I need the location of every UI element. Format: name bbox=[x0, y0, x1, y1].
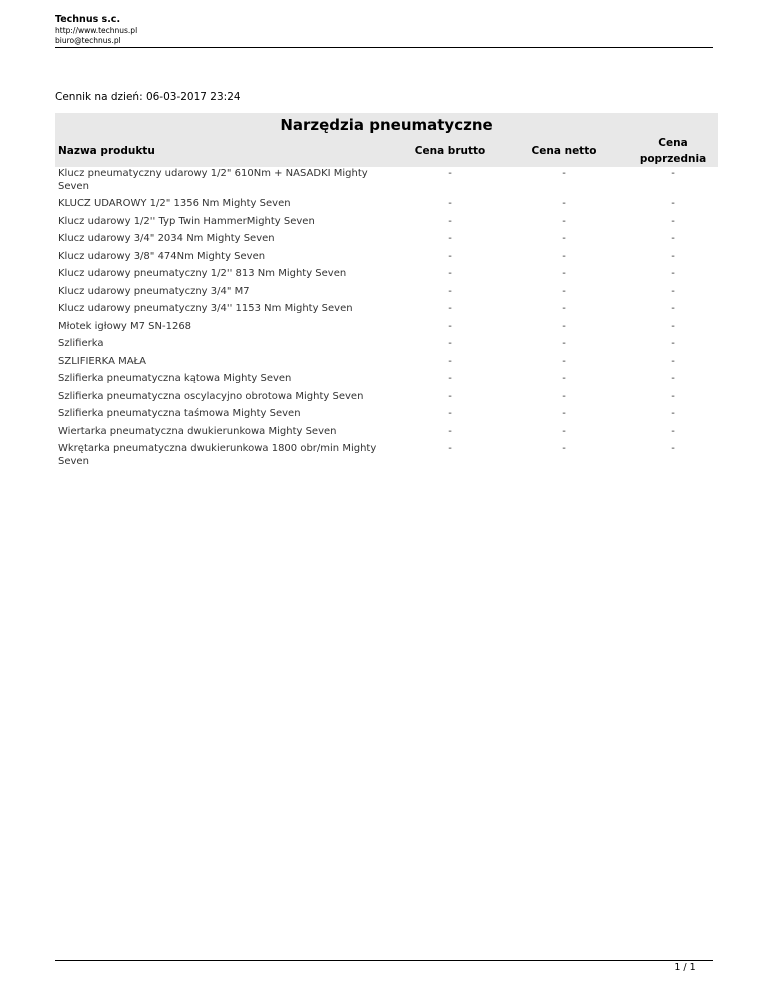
table-row bbox=[55, 267, 718, 285]
product-name: Szlifierka bbox=[58, 338, 104, 349]
price-netto: - bbox=[562, 233, 566, 244]
product-name: Klucz udarowy pneumatyczny 1/2'' 813 Nm Mighty Seven bbox=[58, 268, 347, 279]
price-previous: - bbox=[671, 320, 675, 332]
price-previous: - bbox=[671, 425, 675, 437]
price-previous: - bbox=[671, 303, 675, 314]
price-netto: - bbox=[562, 373, 566, 384]
price-list-date: Cennik na dzień: 06-03-2017 23:24 bbox=[55, 91, 241, 103]
product-name: Wiertarka pneumatyczna dwukierunkowa Mighty Seven bbox=[58, 425, 337, 437]
price-brutto: - bbox=[448, 443, 452, 454]
company-email: biuro@technus.pl bbox=[55, 36, 121, 45]
company-header bbox=[55, 14, 713, 46]
price-table-section bbox=[55, 113, 718, 472]
price-brutto: - bbox=[448, 355, 452, 367]
price-table-body bbox=[55, 167, 718, 472]
price-brutto: - bbox=[448, 408, 452, 419]
table-row bbox=[55, 285, 718, 303]
price-previous: - bbox=[671, 408, 675, 419]
price-previous: - bbox=[671, 390, 675, 402]
price-previous: - bbox=[671, 215, 675, 227]
price-previous: - bbox=[671, 443, 675, 454]
price-previous: - bbox=[671, 373, 675, 384]
product-name: Wkrętarka pneumatyczna dwukierunkowa 1800 obr/min Mighty Seven bbox=[58, 443, 377, 467]
table-row bbox=[55, 337, 718, 355]
price-netto: - bbox=[562, 355, 566, 367]
product-name: Szlifierka pneumatyczna taśmowa Mighty Seven bbox=[58, 408, 301, 419]
product-name: Klucz udarowy pneumatyczny 3/4'' 1153 Nm Mighty Seven bbox=[58, 303, 353, 314]
table-row bbox=[55, 302, 718, 320]
product-name: SZLIFIERKA MAŁA bbox=[58, 355, 147, 367]
table-row bbox=[55, 215, 718, 233]
price-table-header bbox=[55, 135, 718, 167]
product-name: Klucz pneumatyczny udarowy 1/2" 610Nm + NASADKI Mighty Seven bbox=[58, 168, 368, 192]
product-name: Szlifierka pneumatyczna oscylacyjno obrotowa Mighty Seven bbox=[58, 390, 364, 402]
table-row bbox=[55, 250, 718, 268]
price-brutto: - bbox=[448, 373, 452, 384]
product-name: Klucz udarowy 1/2'' Typ Twin HammerMighty Seven bbox=[58, 215, 315, 227]
footer-divider bbox=[55, 960, 713, 961]
table-row bbox=[55, 355, 718, 373]
table-row bbox=[55, 390, 718, 408]
price-netto: - bbox=[562, 425, 566, 437]
price-brutto: - bbox=[448, 215, 452, 227]
column-header-brutto: Cena brutto bbox=[400, 135, 500, 167]
product-name: KLUCZ UDAROWY 1/2" 1356 Nm Mighty Seven bbox=[58, 198, 291, 209]
table-row bbox=[55, 232, 718, 250]
price-previous: - bbox=[671, 285, 675, 297]
price-netto: - bbox=[562, 443, 566, 454]
price-brutto: - bbox=[448, 250, 452, 262]
column-header-netto: Cena netto bbox=[500, 135, 628, 167]
price-brutto: - bbox=[448, 233, 452, 244]
column-header-previous: Cena poprzednia bbox=[628, 135, 718, 167]
price-netto: - bbox=[562, 320, 566, 332]
price-netto: - bbox=[562, 390, 566, 402]
price-netto: - bbox=[562, 215, 566, 227]
product-name: Młotek igłowy M7 SN-1268 bbox=[58, 320, 192, 332]
company-name: Technus s.c. bbox=[55, 14, 121, 25]
price-netto: - bbox=[562, 198, 566, 209]
table-row bbox=[55, 407, 718, 425]
price-netto: - bbox=[562, 408, 566, 419]
price-netto: - bbox=[562, 285, 566, 297]
price-brutto: - bbox=[448, 285, 452, 297]
price-brutto: - bbox=[448, 320, 452, 332]
column-header-name: Nazwa produktu bbox=[55, 135, 400, 167]
price-netto: - bbox=[562, 338, 566, 349]
price-netto: - bbox=[562, 168, 566, 179]
product-name: Klucz udarowy pneumatyczny 3/4" M7 bbox=[58, 285, 250, 297]
table-row bbox=[55, 320, 718, 338]
price-previous: - bbox=[671, 168, 675, 179]
price-brutto: - bbox=[448, 338, 452, 349]
price-brutto: - bbox=[448, 425, 452, 437]
table-row bbox=[55, 442, 718, 472]
table-row bbox=[55, 425, 718, 443]
price-previous: - bbox=[671, 338, 675, 349]
price-brutto: - bbox=[448, 390, 452, 402]
product-name: Klucz udarowy 3/4" 2034 Nm Mighty Seven bbox=[58, 233, 275, 244]
price-previous: - bbox=[671, 268, 675, 279]
category-title: Narzędzia pneumatyczne bbox=[55, 113, 718, 135]
price-brutto: - bbox=[448, 168, 452, 179]
price-previous: - bbox=[671, 355, 675, 367]
price-previous: - bbox=[671, 198, 675, 209]
header-divider bbox=[55, 47, 713, 48]
price-previous: - bbox=[671, 250, 675, 262]
table-row bbox=[55, 197, 718, 215]
company-website: http://www.technus.pl bbox=[55, 26, 138, 35]
price-brutto: - bbox=[448, 268, 452, 279]
price-netto: - bbox=[562, 268, 566, 279]
price-table bbox=[55, 135, 718, 472]
page-number: 1 / 1 bbox=[674, 962, 696, 973]
price-netto: - bbox=[562, 303, 566, 314]
price-previous: - bbox=[671, 233, 675, 244]
price-netto: - bbox=[562, 250, 566, 262]
price-brutto: - bbox=[448, 303, 452, 314]
table-row bbox=[55, 372, 718, 390]
table-row bbox=[55, 167, 718, 197]
product-name: Klucz udarowy 3/8" 474Nm Mighty Seven bbox=[58, 250, 266, 262]
price-brutto: - bbox=[448, 198, 452, 209]
product-name: Szlifierka pneumatyczna kątowa Mighty Seven bbox=[58, 373, 292, 384]
